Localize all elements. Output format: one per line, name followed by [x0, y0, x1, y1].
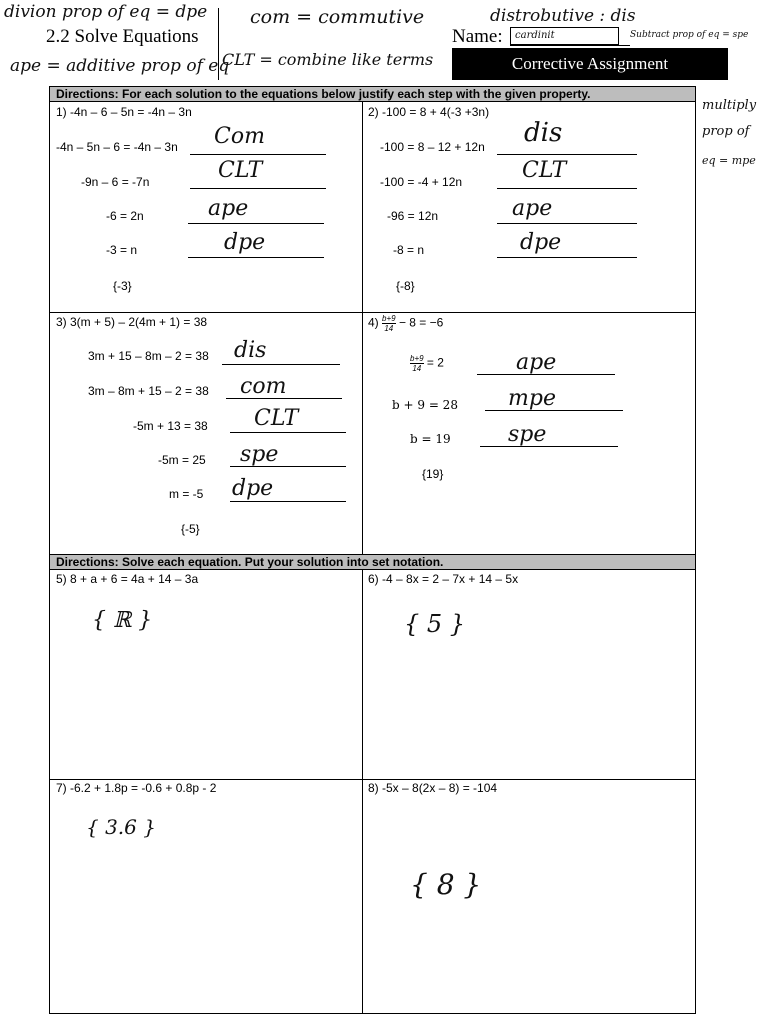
problem-4-header: [368, 314, 443, 333]
problem-1-justification-3[interactable]: ape: [208, 196, 249, 221]
problem-7-header: 7) -6.2 + 1.8p = -0.6 + 0.8p - 2: [56, 781, 217, 795]
problem-4-fraction: [382, 314, 396, 333]
problem-2-justification-3[interactable]: ape: [512, 196, 553, 221]
problem-2-justification-4[interactable]: dpe: [520, 230, 562, 255]
problem-3-step-1: 3m + 15 – 8m – 2 = 38: [88, 349, 209, 363]
problem-4-step-1-num: b+9: [410, 354, 424, 363]
problem-1-step-3: -6 = 2n: [106, 209, 144, 223]
problem-1-step-4: -3 = n: [106, 243, 138, 257]
problem-2-answer-line-2: [497, 188, 637, 189]
problem-3-step-2: 3m – 8m + 15 – 2 = 38: [88, 384, 209, 398]
problem-3-header: 3) 3(m + 5) – 2(4m + 1) = 38: [56, 315, 208, 329]
problem-3-justification-4[interactable]: spe: [240, 442, 279, 467]
problem-4-step-2: b + 9 = 28: [392, 398, 458, 412]
note-commutive: com = commutive: [250, 6, 425, 28]
note-additive-prop: ape = additive prop of eq: [10, 56, 230, 76]
worksheet-frame: [49, 86, 696, 1014]
problem-2-justification-1[interactable]: dis: [524, 118, 563, 148]
problem-6-header: 6) -4 – 8x = 2 – 7x + 14 – 5x: [368, 572, 519, 586]
problem-2-answer-line-1: [497, 154, 637, 155]
problem-1-solution: {-3}: [113, 279, 132, 293]
problem-3-step-4: -5m = 25: [158, 453, 206, 467]
problem-3-justification-5[interactable]: dpe: [232, 476, 274, 501]
note-subtract-prop: Subtract prop of eq = spe: [630, 30, 749, 40]
problem-3-step-5: m = -5: [169, 487, 204, 501]
problem-4-step-3: b = 19: [410, 432, 451, 446]
problem-5-answer[interactable]: { ℝ }: [92, 608, 153, 633]
row-divider-2: [49, 779, 696, 780]
problem-8-answer[interactable]: { 8 }: [410, 868, 482, 901]
problem-3-justification-3[interactable]: CLT: [254, 406, 299, 431]
problem-3-solution: {-5}: [181, 522, 200, 536]
problem-3-justification-1[interactable]: dis: [234, 338, 267, 363]
problem-1-justification-4[interactable]: dpe: [224, 230, 266, 255]
problem-5-header: 5) 8 + a + 6 = 4a + 14 – 3a: [56, 572, 199, 586]
note-distributive: distrobutive : dis: [490, 6, 636, 26]
problem-3-answer-line-1: [222, 364, 340, 365]
problem-7-answer[interactable]: { 3.6 }: [86, 815, 156, 839]
problem-4-solution: {19}: [422, 467, 444, 481]
problem-4-label: 4): [368, 315, 379, 330]
problem-4-header-rest: − 8 = −6: [398, 315, 444, 330]
column-divider-bottom: [362, 570, 363, 1014]
problem-8-header: 8) -5x – 8(2x – 8) = -104: [368, 781, 498, 795]
problem-4-answer-line-3: [480, 446, 618, 447]
problem-3-answer-line-5: [230, 501, 346, 502]
problem-4-justification-2[interactable]: mpe: [508, 386, 556, 411]
problem-1-answer-line-2: [190, 188, 326, 189]
note-combine-like-terms: CLT = combine like terms: [222, 50, 434, 69]
problem-4-step-1-fraction: [410, 354, 424, 373]
note-division-prop: divion prop of eq = dpe: [4, 2, 208, 22]
name-field[interactable]: cardinit: [510, 27, 619, 45]
problem-4-fraction-num: b+9: [382, 314, 396, 323]
problem-4-justification-1[interactable]: ape: [516, 350, 557, 375]
problem-6-answer[interactable]: { 5 }: [404, 610, 466, 638]
problem-1-answer-line-1: [190, 154, 326, 155]
problem-1-step-2: -9n – 6 = -7n: [81, 175, 150, 189]
problem-2-answer-line-4: [497, 257, 637, 258]
problem-1-answer-line-4: [188, 257, 324, 258]
note-multiply-prop-1: multiply: [702, 98, 757, 113]
problem-2-step-4: -8 = n: [393, 243, 425, 257]
note-divider: [218, 8, 219, 80]
problem-4-fraction-den: 14: [384, 324, 394, 333]
column-divider-top: [362, 102, 363, 554]
problem-3-step-3: -5m + 13 = 38: [133, 419, 208, 433]
name-underline: [510, 45, 630, 46]
problem-4-step-1-rest: = 2: [426, 355, 444, 370]
directions-section-1: Directions: For each solution to the equations below justify each step with the given property.: [49, 86, 696, 102]
problem-3-justification-2[interactable]: com: [240, 374, 287, 399]
page-title: 2.2 Solve Equations: [46, 26, 199, 47]
problem-1-justification-2[interactable]: CLT: [218, 158, 263, 183]
problem-1-header: 1) -4n – 6 – 5n = -4n – 3n: [56, 105, 192, 119]
note-multiply-prop-3: eq = mpe: [702, 154, 756, 167]
row-divider-1: [49, 312, 696, 313]
problem-2-step-3: -96 = 12n: [387, 209, 439, 223]
problem-1-justification-1[interactable]: Com: [214, 124, 265, 149]
problem-1-answer-line-3: [188, 223, 324, 224]
problem-2-solution: {-8}: [396, 279, 415, 293]
assignment-banner: Corrective Assignment: [452, 48, 728, 80]
problem-4-justification-3[interactable]: spe: [508, 422, 547, 447]
problem-4-step-1: [410, 354, 444, 373]
note-multiply-prop-2: prop of: [702, 124, 750, 139]
problem-2-answer-line-3: [497, 223, 637, 224]
name-label: Name:: [452, 26, 503, 47]
problem-3-answer-line-3: [230, 432, 346, 433]
directions-section-2: Directions: Solve each equation. Put your solution into set notation.: [49, 554, 696, 570]
problem-2-justification-2[interactable]: CLT: [522, 158, 567, 183]
problem-1-step-1: -4n – 5n – 6 = -4n – 3n: [56, 140, 178, 154]
problem-2-header: 2) -100 = 8 + 4(-3 +3n): [368, 105, 490, 119]
problem-2-step-2: -100 = -4 + 12n: [380, 175, 463, 189]
problem-4-step-1-den: 14: [412, 364, 422, 373]
problem-2-step-1: -100 = 8 – 12 + 12n: [380, 140, 485, 154]
